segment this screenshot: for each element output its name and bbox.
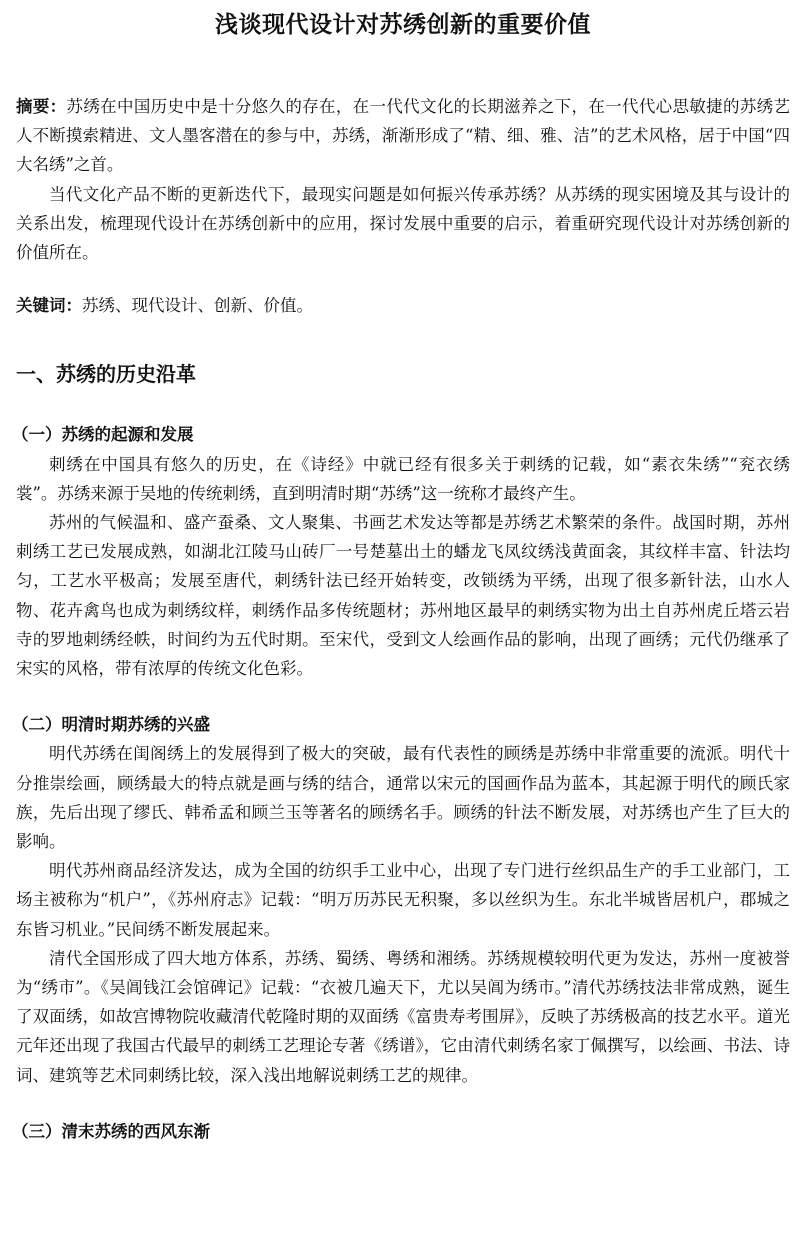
- abstract-paragraph-2: 当代文化产品不断的更新迭代下，最现实问题是如何振兴传承苏绣？从苏绣的现实困境及其与设计的关系出发，梳理现代设计在苏绣创新中的应用，探讨发展中重要的启示，着重研究现代设计对苏绣创新的价值所在。: [16, 184, 790, 263]
- body-paragraph: 明代苏绣在闺阁绣上的发展得到了极大的突破，最有代表性的顾绣是苏绣中非常重要的流派。明代十分推崇绘画，顾绣最大的特点就是画与绣的结合，通常以宋元的国画作品为蓝本，其起源于明代的顾氏家族，先后出现了缪氏、韩希孟和顾兰玉等著名的顾绣名手。顾绣的针法不断发展，对苏绣也产生了巨大的影响。: [16, 744, 790, 852]
- abstract-paragraph: [16, 92, 790, 180]
- body-paragraph: 刺绣在中国具有悠久的历史，在《诗经》中就已经有很多关于刺绣的记载，如“素衣朱绣”“兖衣绣裳”。苏绣来源于吴地的传统刺绣，直到明清时期“苏绣”这一统称才最终产生。: [16, 454, 790, 503]
- keywords-text: 苏绣、现代设计、创新、价值。: [82, 296, 313, 316]
- subsection-heading-3: （三）清末苏绣的西风东渐: [12, 1121, 210, 1141]
- subsection-heading-1: （一）苏绣的起源和发展: [12, 425, 194, 445]
- body-paragraph: 明代苏州商品经济发达，成为全国的纺织手工业中心，出现了专门进行丝织品生产的手工业部门，工场主被称为“机户”，《苏州府志》记载：“明万历苏民无积聚，多以丝织为生。东北半城皆居机户，郡城之东皆习机业。”民间绣不断发展起来。: [16, 861, 790, 939]
- keywords-label: 关键词：: [16, 296, 82, 316]
- subsection-heading-2: （二）明清时期苏绣的兴盛: [12, 715, 210, 735]
- abstract-label: 摘要：: [16, 97, 67, 116]
- page-title: 浅谈现代设计对苏绣创新的重要价值: [215, 12, 591, 38]
- abstract-text: 苏绣在中国历史中是十分悠久的存在，在一代代文化的长期滋养之下，在一代代心思敏捷的苏绣艺人不断摸索精进、文人墨客潜在的参与中，苏绣，渐渐形成了“精、细、雅、洁”的艺术风格，居于中国“四大名绣”之首。: [16, 97, 790, 175]
- keywords-paragraph: [16, 291, 790, 320]
- body-paragraph: 清代全国形成了四大地方体系，苏绣、蜀绣、粤绣和湘绣。苏绣规模较明代更为发达，苏州一度被誉为“绣市”。《吴阊钱江会馆碑记》记载：“衣被几遍天下，尤以吴阊为绣市。”清代苏绣技法非常成熟，诞生了双面绣，如故宫博物院收藏清代乾隆时期的双面绣《富贵寿考围屏》，反映了苏绣极高的技艺水平。道光元年还出现了我国古代最早的刺绣工艺理论专著《绣谱》，它由清代刺绣名家丁佩撰写，以绘画、书法、诗词、建筑等艺术同刺绣比较，深入浅出地解说刺绣工艺的规律。: [16, 948, 790, 1085]
- body-paragraph: 苏州的气候温和、盛产蚕桑、文人聚集、书画艺术发达等都是苏绣艺术繁荣的条件。战国时期，苏州刺绣工艺已发展成熟，如湖北江陵马山砖厂一号楚墓出土的蟠龙飞凤纹绣浅黄面衾，其纹样丰富、针法均匀，工艺水平极高；发展至唐代，刺绣针法已经开始转变，改锁绣为平绣，出现了很多新针法，山水人物、花卉禽鸟也成为刺绣纹样，刺绣作品多传统题材；苏州地区最早的刺绣实物为出土自苏州虎丘塔云岩寺的罗地刺绣经帙，时间约为五代时期。至宋代，受到文人绘画作品的影响，出现了画绣；元代仍继承了宋实的风格，带有浓厚的传统文化色彩。: [16, 513, 790, 679]
- section-heading-1: 一、苏绣的历史沿革: [16, 362, 196, 387]
